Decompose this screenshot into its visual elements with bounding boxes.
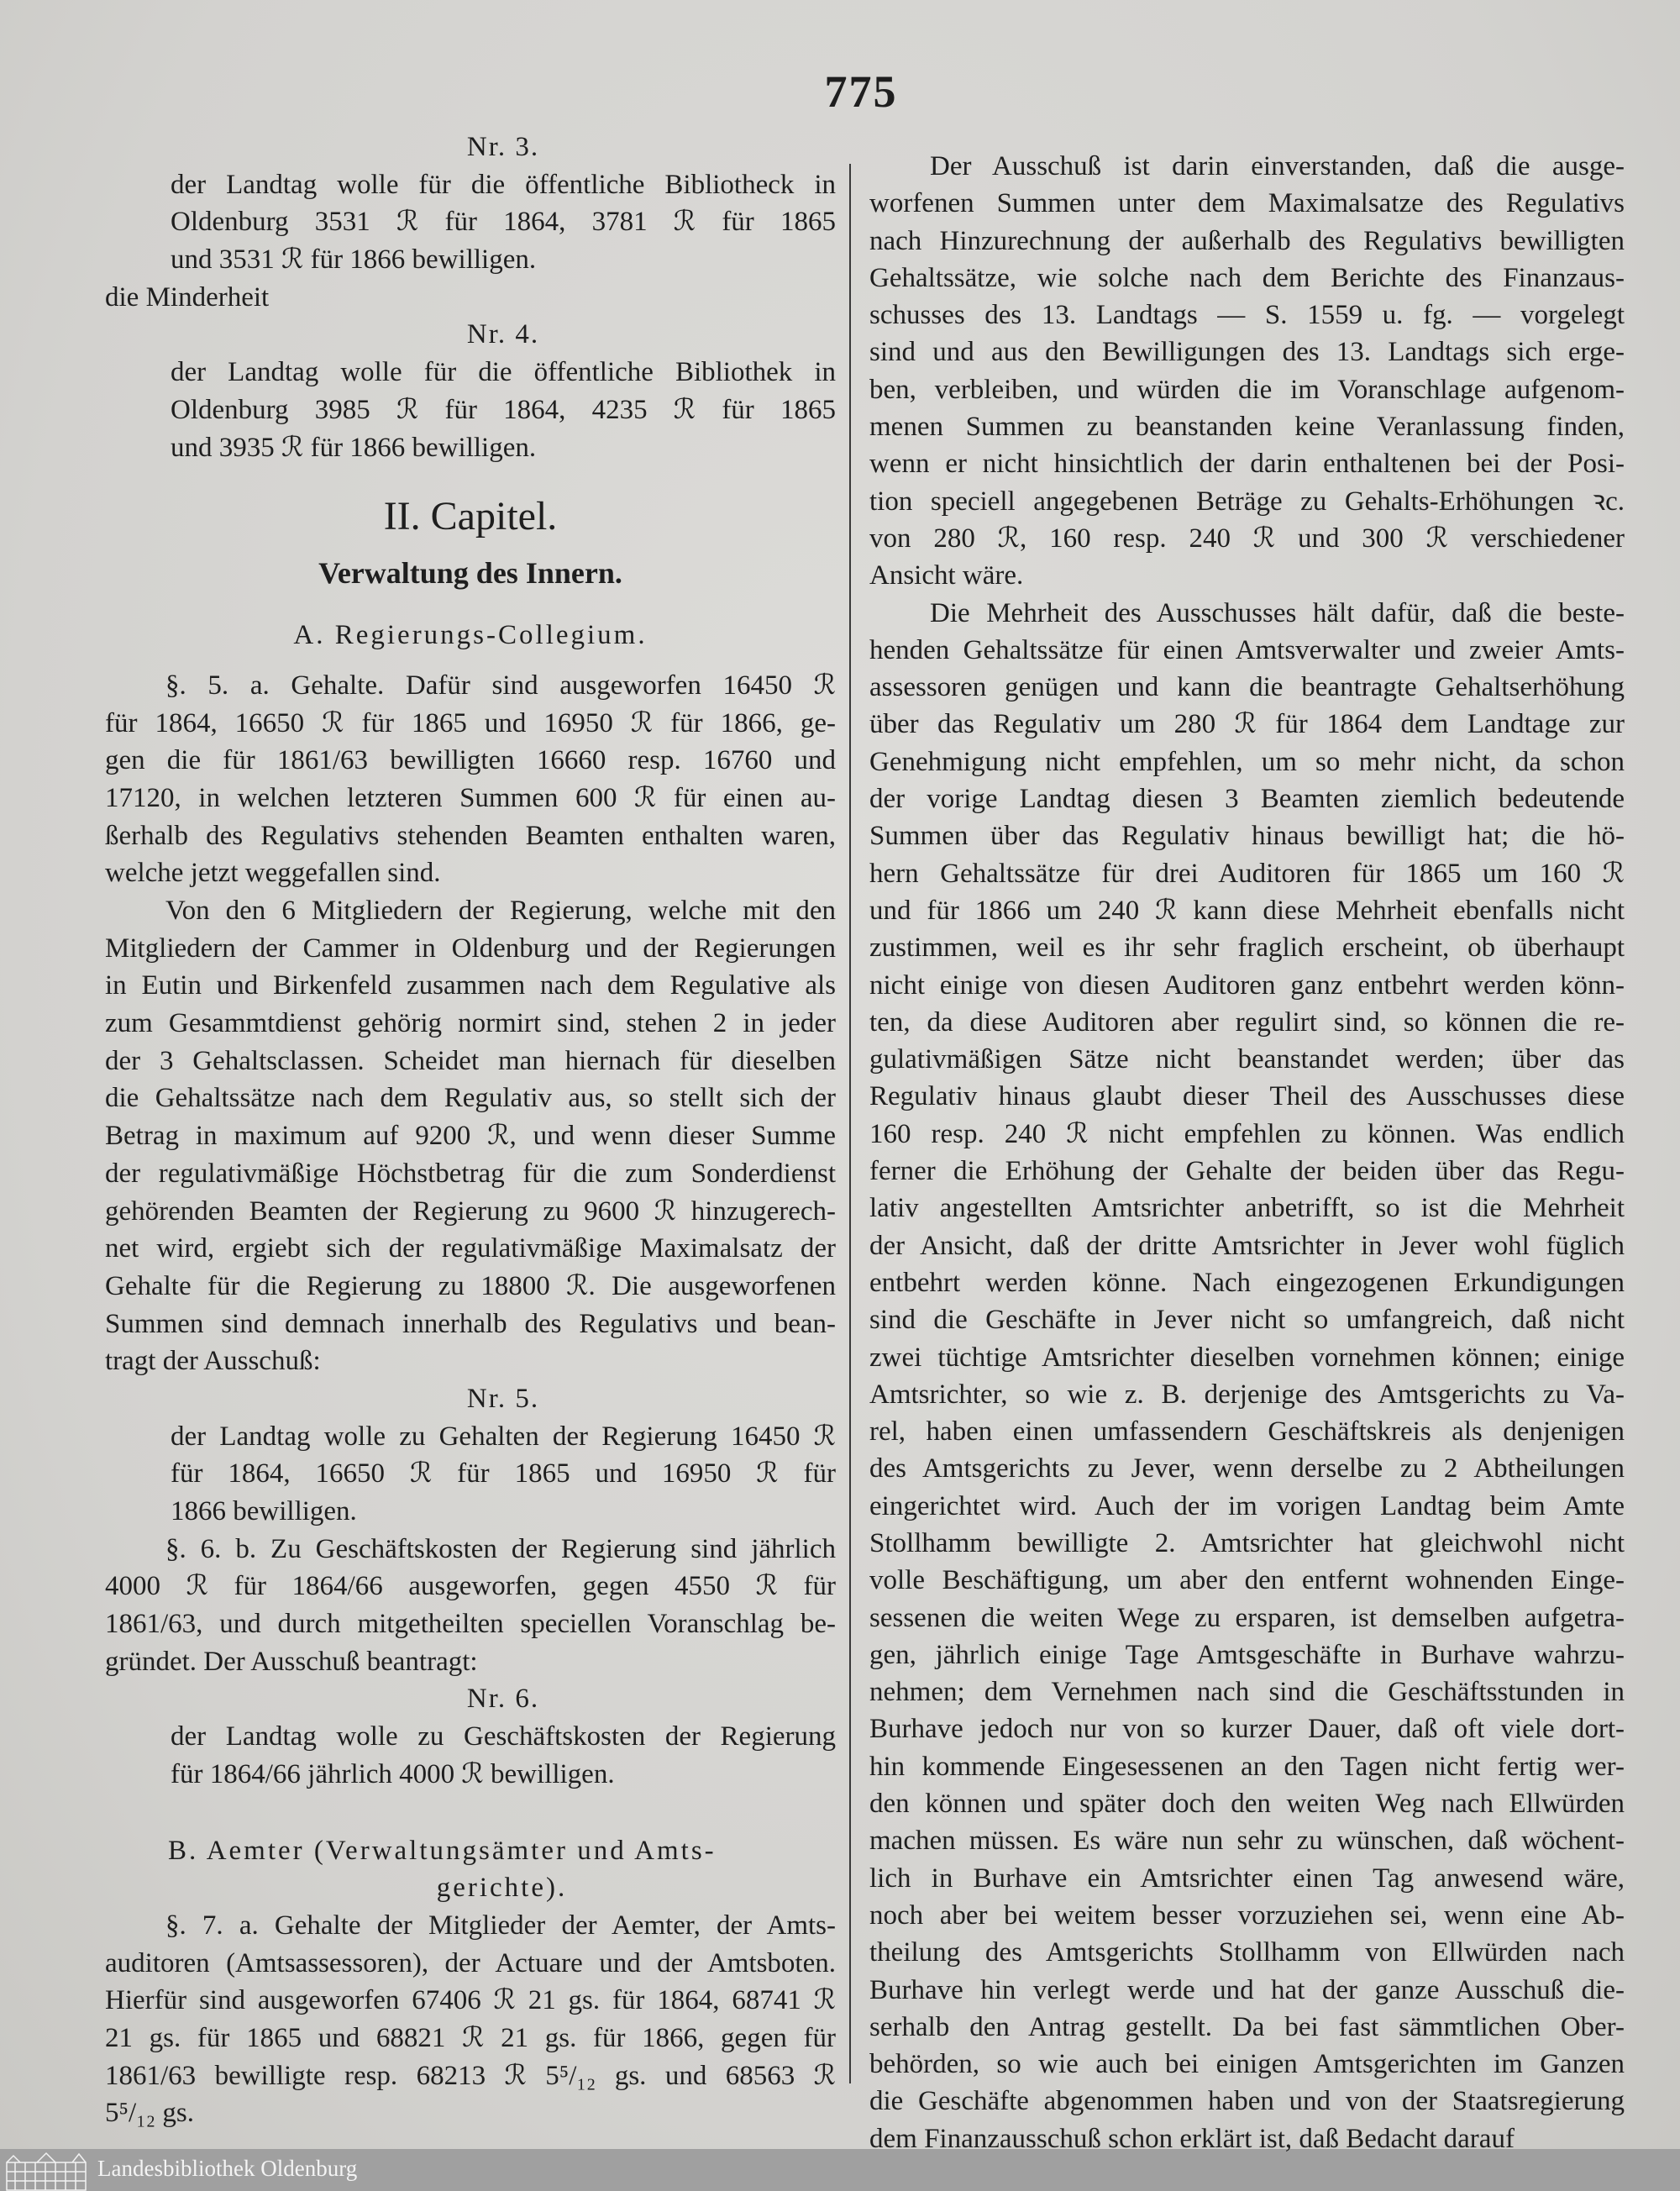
nr-block	[105, 1680, 836, 1718]
text-line: nicht einige von diesen Auditoren ganz entbehrt werden könn-	[869, 969, 1625, 1001]
motion-block	[105, 354, 836, 466]
column-divider	[849, 164, 851, 2083]
library-building-logo-icon	[5, 2151, 87, 2191]
text-line: zustimmen, weil es ihr sehr fraglich erscheint, ob überhaupt	[869, 933, 1625, 964]
text-line: hin kommende Eingesessenen an den Tagen nicht fertig wer-	[869, 1751, 1625, 1782]
para-block	[869, 148, 1625, 595]
text-line: und 3935 ℛ für 1866 bewilligen.	[171, 432, 537, 463]
text-line: tion speciell angegebenen Beträge zu Gehalts-Erhöhungen ꝛc.	[869, 486, 1625, 517]
text-line: §. 7. a. Gehalte der Mitglieder der Aemter, der Amts-	[165, 1910, 836, 1941]
text-line: für 1864, 16650 ℛ für 1865 und 16950 ℛ für 1866, ge-	[105, 707, 836, 738]
text-line: Von den 6 Mitgliedern der Regierung, welche mit den	[165, 896, 836, 926]
text-line: nach Hinzurechnung der außerhalb des Regulativs bewilligten	[869, 225, 1625, 256]
text-line: für 1864/66 jährlich 4000 ℛ bewilligen.	[171, 1758, 615, 1789]
text-line: Mitgliedern der Cammer in Oldenburg und der Regierungen	[105, 933, 836, 964]
nr-block	[105, 1380, 836, 1418]
text-line: gen die für 1861/63 bewilligten 16660 resp. 16760 und	[105, 745, 836, 776]
text-line: machen müssen. Es wäre nun sehr zu wünschen, daß wöchent-	[869, 1826, 1625, 1857]
text-line: zwei tüchtige Amtsrichter dieselben vornehmen können; einige	[869, 1342, 1625, 1373]
text-line: die Gehaltssätze nach dem Regulativ aus, so stellt sich der	[105, 1083, 836, 1114]
text-line: Gehalte für die Regierung zu 18800 ℛ. Die ausgeworfenen	[105, 1270, 836, 1301]
text-line: der Landtag wolle zu Geschäftskosten der Regierung	[171, 1721, 836, 1752]
text-line: für 1864, 16650 ℛ für 1865 und 16950 ℛ für	[171, 1458, 836, 1490]
text-line: gründet. Der Ausschuß beantragt:	[105, 1646, 478, 1677]
text-line: lich in Burhave ein Amtsrichter einen Tag anwesend wäre,	[869, 1863, 1625, 1894]
text-line: die Geschäfte abgenommen haben und von der Staatsregierung	[869, 2086, 1625, 2117]
text-line: §. 5. a. Gehalte. Dafür sind ausgeworfen 16450 ℛ	[165, 670, 836, 701]
text-line: Ansicht wäre.	[869, 560, 1024, 591]
text-line: und 3531 ℛ für 1866 bewilligen.	[171, 244, 537, 276]
text-line: 4000 ℛ für 1864/66 ausgeworfen, gegen 4550 ℛ für	[105, 1571, 836, 1602]
text-line: auditoren (Amtsassessoren), der Actuare und der Amtsboten.	[105, 1947, 836, 1978]
section-block	[105, 552, 836, 594]
text-line: ten, da diese Auditoren aber regulirt sind, so können die re-	[869, 1006, 1625, 1038]
text-line: den können und später doch den weiten Weg nach Ellwürden	[869, 1789, 1625, 1820]
text-line: serhalb den Antrag gestellt. Da bei fast sämmtlichen Ober-	[869, 2011, 1625, 2042]
text-line: assessoren genügen und kann die beantragte Gehaltserhöhung	[869, 672, 1625, 703]
text-line: B. Aemter (Verwaltungsämter und Amts-	[168, 1835, 717, 1866]
left-column	[105, 129, 836, 2132]
text-line: Nr. 5.	[466, 1383, 540, 1414]
text-line: 1866 bewilligen.	[171, 1496, 357, 1526]
text-line: volle Beschäftigung, um aber den entfernt wohnenden Einge-	[869, 1565, 1625, 1596]
motion-block	[105, 1718, 836, 1793]
text-line: ßerhalb des Regulativs stehenden Beamten enthalten waren,	[105, 820, 836, 851]
para-block	[105, 667, 836, 892]
text-line: wenn er nicht hinsichtlich der darin enthaltenen bei der Posi-	[869, 449, 1625, 480]
text-line: eingerichtet wird. Auch der im vorigen Landtag beim Amte	[869, 1490, 1625, 1521]
text-line: Oldenburg 3531 ℛ für 1864, 3781 ℛ für 1865	[171, 207, 836, 238]
text-line: gen, jährlich einige Tage Amtsgeschäfte in Burhave wahrzu-	[869, 1639, 1625, 1670]
text-line: der 3 Gehaltsclassen. Scheidet man hiernach für dieselben	[105, 1045, 836, 1076]
text-line: henden Gehaltssätze für einen Amtsverwalter und zweier Amts-	[869, 634, 1625, 665]
text-line: Betrag in maximum auf 9200 ℛ, und wenn dieser Summe	[105, 1121, 836, 1152]
text-line: dem Finanzausschuß schon erklärt ist, daß Bedacht darauf	[869, 2123, 1515, 2154]
text-line: und für 1866 um 240 ℛ kann diese Mehrheit ebenfalls nicht	[869, 895, 1625, 926]
text-line: zum Gesammtdienst gehörig normirt sind, stehen 2 in jeder	[105, 1008, 836, 1039]
text-line: Nr. 6.	[466, 1684, 540, 1715]
text-line: theilung des Amtsgerichts Stollhamm von Ellwürden nach	[869, 1937, 1625, 1968]
text-line: der vorige Landtag diesen 3 Beamten ziemlich bedeutende	[869, 784, 1625, 815]
subsection-b-block	[105, 1832, 836, 1907]
text-line: Oldenburg 3985 ℛ für 1864, 4235 ℛ für 1865	[171, 394, 836, 425]
text-line: sind und aus den Bewilligungen des 13. Landtags sich erge-	[869, 337, 1625, 368]
text-line: gerichte).	[436, 1873, 568, 1904]
para-block	[869, 595, 1625, 2157]
text-line: worfenen Summen unter dem Maximalsatze des Regulativs	[869, 188, 1625, 219]
para-block	[105, 892, 836, 1380]
text-line: gehörenden Beamten der Regierung zu 9600 ℛ hinzugerech-	[105, 1195, 836, 1227]
motion-block	[105, 1418, 836, 1531]
text-line: lativ angestellten Amtsrichter anbetrifft, so ist die Mehrheit	[869, 1193, 1625, 1224]
text-line: der regulativmäßige Höchstbetrag für die zum Sonderdienst	[105, 1158, 836, 1189]
text-line: entbehrt werden könne. Nach eingezogenen Erkundigungen	[869, 1267, 1625, 1298]
text-line: 5⁵/₁₂ gs.	[105, 2098, 195, 2129]
text-line: Summen sind demnach innerhalb des Regulativs und bean-	[105, 1308, 836, 1339]
text-line: Gehaltssätze, wie solche nach dem Berichte des Finanzaus-	[869, 262, 1625, 293]
text-line: Nr. 4.	[466, 319, 540, 350]
nr-block	[105, 316, 836, 354]
text-line: die Minderheit	[105, 281, 270, 313]
text-line: der Landtag wolle für die öffentliche Bibliothek in	[171, 357, 836, 388]
text-line: Regulativ hinaus glaubt dieser Theil des Ausschusses diese	[869, 1081, 1625, 1112]
text-line: 160 resp. 240 ℛ nicht empfehlen zu können. Was endlich	[869, 1118, 1625, 1149]
plain-block	[105, 279, 836, 317]
text-line: Burhave jedoch nur von so kurzer Dauer, daß oft viele dort-	[869, 1714, 1625, 1745]
text-line: Stollhamm bewilligte 2. Amtsrichter hat gleichwohl nicht	[869, 1527, 1625, 1558]
text-line: des Amtsgerichts zu Jever, wenn derselbe zu 2 Abtheilungen	[869, 1453, 1625, 1484]
text-line: 1861/63 bewilligte resp. 68213 ℛ 5⁵/₁₂ gs. und 68563 ℛ	[105, 2060, 836, 2091]
text-line: Verwaltung des Innern.	[318, 556, 622, 591]
text-line: Genehmigung nicht empfehlen, um so mehr nicht, da schon	[869, 746, 1625, 777]
subsection-block	[105, 617, 836, 654]
text-line: ferner die Erhöhung der Gehalte der beiden über das Regu-	[869, 1156, 1625, 1187]
text-line: behörden, so wie auch bei einigen Amtsgerichten im Ganzen	[869, 2049, 1625, 2080]
text-line: Der Ausschuß ist darin einverstanden, daß die ausge-	[930, 151, 1625, 181]
text-line: 17120, in welchen letzteren Summen 600 ℛ für einen au-	[105, 782, 836, 813]
text-line: hern Gehaltssätze für drei Auditoren für 1865 um 160 ℛ	[869, 858, 1625, 889]
motion-block	[105, 166, 836, 279]
text-line: nehmen; dem Vernehmen nach sind die Geschäftsstunden in	[869, 1677, 1625, 1708]
text-line: ben, verbleiben, und würden die im Voranschlage aufgenom-	[869, 374, 1625, 405]
nr-block	[105, 129, 836, 166]
text-line: sind die Geschäfte in Jever nicht so umfangreich, daß nicht	[869, 1305, 1625, 1336]
para-block	[105, 1531, 836, 1681]
text-line: menen Summen zu beanstanden keine Veranlassung finden,	[869, 412, 1625, 443]
text-line: Amtsrichter, so wie z. B. derjenige des Amtsgerichts zu Va-	[869, 1379, 1625, 1410]
text-line: rel, haben einen umfassendern Geschäftskreis als denjenigen	[869, 1416, 1625, 1448]
text-line: Burhave hin verlegt werde und hat der ganze Ausschuß die-	[869, 1974, 1625, 2005]
text-line: sessenen die weiten Wege zu ersparen, ist demselben aufgetra-	[869, 1602, 1625, 1633]
text-line: §. 6. b. Zu Geschäftskosten der Regierung sind jährlich	[165, 1533, 836, 1564]
page-number: 775	[824, 66, 898, 117]
text-line: in Eutin und Birkenfeld zusammen nach dem Regulative als	[105, 970, 836, 1001]
library-name: Landesbibliothek Oldenburg	[97, 2156, 358, 2181]
text-line: II. Capitel.	[383, 494, 558, 539]
text-line: 1861/63, und durch mitgetheilten speciellen Voranschlag be-	[105, 1609, 836, 1640]
text-line: der Landtag wolle für die öffentliche Bibliotheck in	[171, 169, 836, 200]
text-line: Hierfür sind ausgeworfen 67406 ℛ 21 gs. für 1864, 68741 ℛ	[105, 1985, 836, 2016]
text-line: Die Mehrheit des Ausschusses hält dafür, daß die beste-	[930, 597, 1625, 628]
para-block	[105, 1907, 836, 2132]
text-line: schusses des 13. Landtags — S. 1559 u. fg. — vorgelegt	[869, 300, 1625, 331]
text-line: net wird, ergiebt sich der regulativmäßige Maximalsatz der	[105, 1233, 836, 1264]
chapter-block	[105, 487, 836, 546]
text-line: von 280 ℛ, 160 resp. 240 ℛ und 300 ℛ verschiedener	[869, 523, 1625, 554]
text-line: Summen über das Regulativ hinaus bewilligt hat; die hö-	[869, 821, 1625, 852]
text-line: noch aber bei weitem besser vorzuziehen sei, wenn eine Ab-	[869, 1899, 1625, 1931]
text-line: der Landtag wolle zu Gehalten der Regierung 16450 ℛ	[171, 1421, 836, 1452]
text-line: der Ansicht, daß der dritte Amtsrichter in Jever wohl füglich	[869, 1230, 1625, 1261]
text-line: über das Regulativ um 280 ℛ für 1864 dem Landtage zur	[869, 709, 1625, 740]
text-line: A. Regierungs-Collegium.	[293, 620, 648, 651]
text-line: 21 gs. für 1865 und 68821 ℛ 21 gs. für 1866, gegen für	[105, 2022, 836, 2053]
text-line: gulativmäßigen Sätze nicht beanstandet werden; über das	[869, 1044, 1625, 1075]
text-line: welche jetzt weggefallen sind.	[105, 858, 441, 889]
right-column	[869, 148, 1625, 2157]
text-line: Nr. 3.	[466, 132, 540, 162]
text-line: tragt der Ausschuß:	[105, 1346, 321, 1377]
